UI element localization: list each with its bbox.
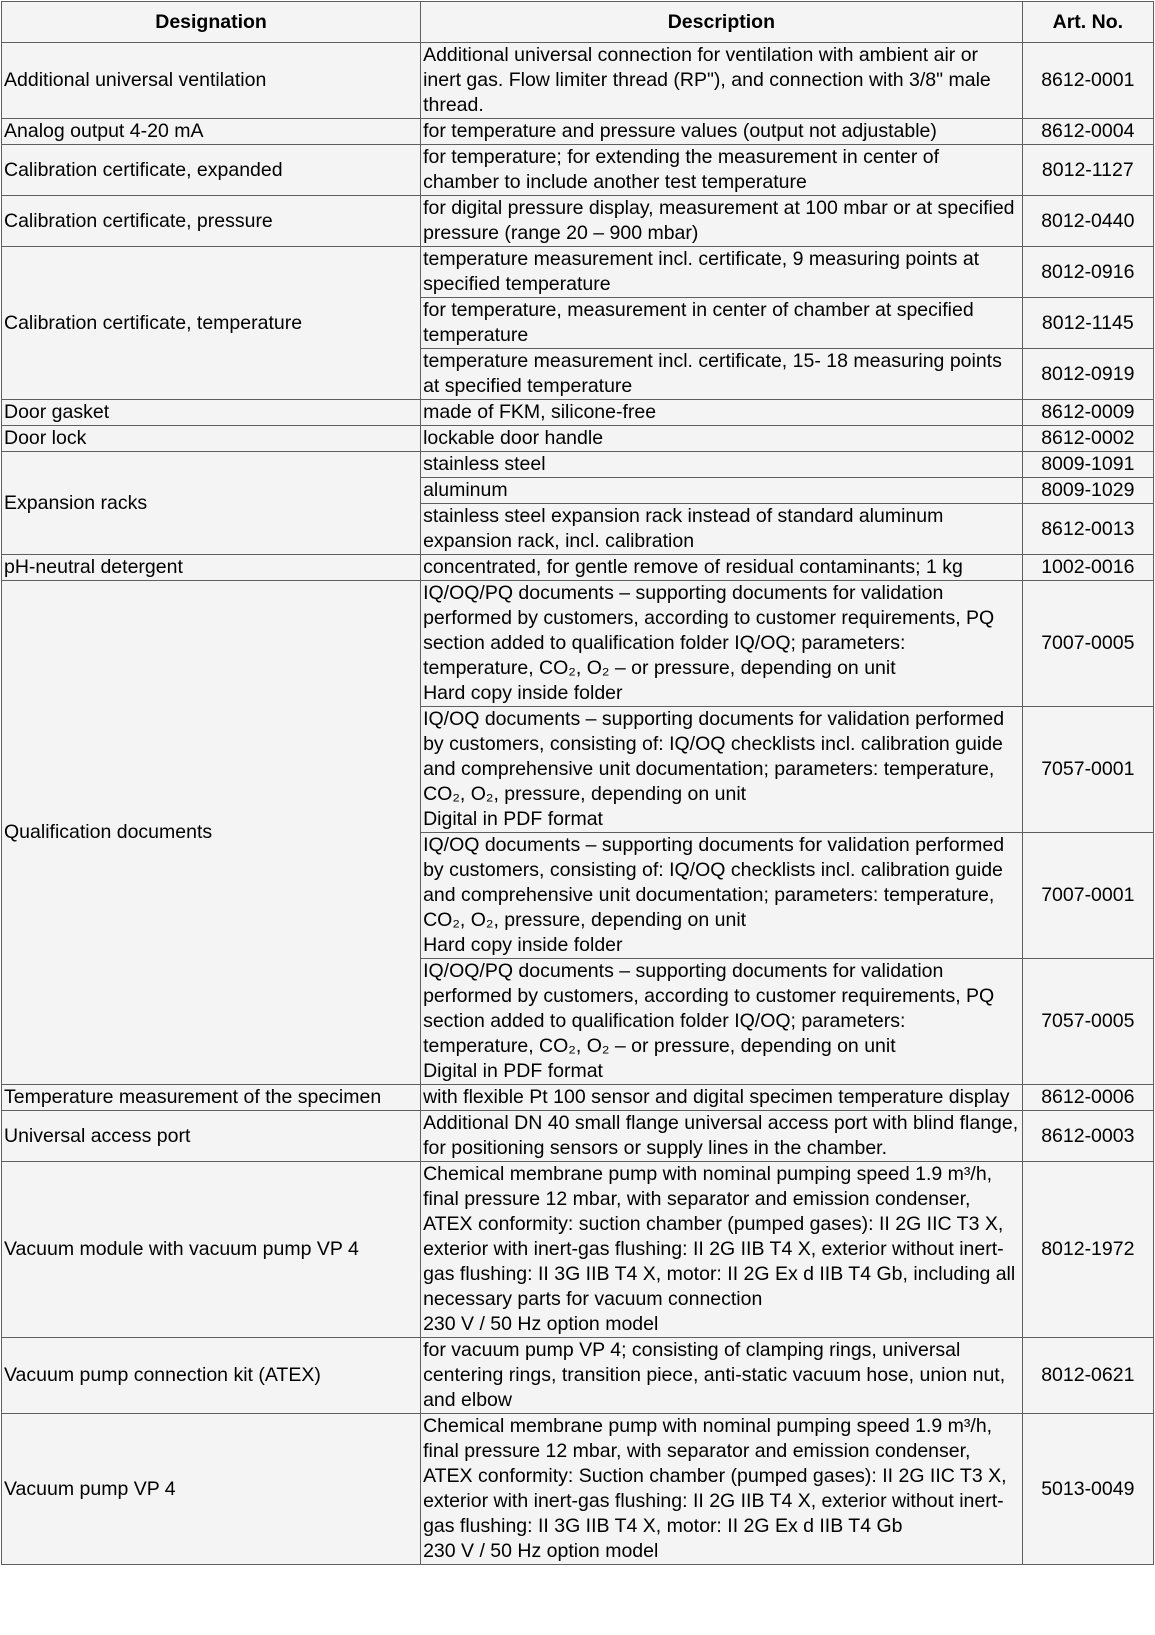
description-cell: Additional DN 40 small flange universal access port with blind flange, for positioning sensors or supply lines in the chamber.	[421, 1111, 1023, 1162]
art-no-cell: 8009-1029	[1022, 478, 1153, 504]
art-no-cell: 8009-1091	[1022, 452, 1153, 478]
designation-cell: Vacuum pump VP 4	[2, 1414, 421, 1565]
designation-cell: Universal access port	[2, 1111, 421, 1162]
designation-cell: pH-neutral detergent	[2, 555, 421, 581]
description-cell: stainless steel expansion rack instead of standard aluminum expansion rack, incl. calibration	[421, 504, 1023, 555]
table-row	[2, 1414, 1154, 1565]
description-cell: for temperature; for extending the measurement in center of chamber to include another test temperature	[421, 145, 1023, 196]
description-cell: IQ/OQ/PQ documents – supporting documents for validation performed by customers, according to customer requirements, PQ section added to qualification folder IQ/OQ; parameters: temperature, CO₂, O₂ – or pressure, depending on unit Digital in PDF format	[421, 959, 1023, 1085]
art-no-cell: 8012-1127	[1022, 145, 1153, 196]
header-row	[2, 2, 1154, 43]
table-row	[2, 400, 1154, 426]
table-row	[2, 1111, 1154, 1162]
table-row	[2, 426, 1154, 452]
description-cell: for temperature and pressure values (output not adjustable)	[421, 119, 1023, 145]
art-no-cell: 8612-0003	[1022, 1111, 1153, 1162]
description-cell: Additional universal connection for ventilation with ambient air or inert gas. Flow limiter thread (RP"), and connection with 3/8" male thread.	[421, 43, 1023, 119]
description-cell: IQ/OQ documents – supporting documents for validation performed by customers, consisting of: IQ/OQ checklists incl. calibration guide and comprehensive unit documentation; parameters: temperature, CO₂, O₂, pressure, depending on unit Hard copy inside folder	[421, 833, 1023, 959]
designation-cell: Temperature measurement of the specimen	[2, 1085, 421, 1111]
art-no-cell: 8012-0621	[1022, 1338, 1153, 1414]
header-description: Description	[421, 2, 1023, 43]
description-cell: IQ/OQ/PQ documents – supporting documents for validation performed by customers, according to customer requirements, PQ section added to qualification folder IQ/OQ; parameters: temperature, CO₂, O₂ – or pressure, depending on unit Hard copy inside folder	[421, 581, 1023, 707]
designation-cell: Expansion racks	[2, 452, 421, 555]
designation-cell: Calibration certificate, pressure	[2, 196, 421, 247]
designation-cell: Qualification documents	[2, 581, 421, 1085]
designation-cell: Door gasket	[2, 400, 421, 426]
description-cell: made of FKM, silicone-free	[421, 400, 1023, 426]
table-row	[2, 119, 1154, 145]
description-cell: Chemical membrane pump with nominal pumping speed 1.9 m³/h, final pressure 12 mbar, with separator and emission condenser, ATEX conformity: Suction chamber (pumped gases): II 2G IIC T3 X, exterior with inert-gas flushing: II 2G IIB T4 X, exterior without inert-gas flushing: II 3G IIB T4 X, motor: II 2G Ex d IIB T4 Gb 230 V / 50 Hz option model	[421, 1414, 1023, 1565]
description-cell: for temperature, measurement in center of chamber at specified temperature	[421, 298, 1023, 349]
designation-cell: Door lock	[2, 426, 421, 452]
table-row	[2, 1338, 1154, 1414]
art-no-cell: 8012-0916	[1022, 247, 1153, 298]
description-cell: stainless steel	[421, 452, 1023, 478]
art-no-cell: 7007-0005	[1022, 581, 1153, 707]
description-cell: for vacuum pump VP 4; consisting of clamping rings, universal centering rings, transition piece, anti-static vacuum hose, union nut, and elbow	[421, 1338, 1023, 1414]
art-no-cell: 8612-0006	[1022, 1085, 1153, 1111]
description-cell: with flexible Pt 100 sensor and digital specimen temperature display	[421, 1085, 1023, 1111]
art-no-cell: 8612-0001	[1022, 43, 1153, 119]
designation-cell: Vacuum module with vacuum pump VP 4	[2, 1162, 421, 1338]
table-row	[2, 247, 1154, 298]
designation-cell: Calibration certificate, expanded	[2, 145, 421, 196]
description-cell: concentrated, for gentle remove of residual contaminants; 1 kg	[421, 555, 1023, 581]
table-header	[2, 2, 1154, 43]
designation-cell: Calibration certificate, temperature	[2, 247, 421, 400]
art-no-cell: 8612-0002	[1022, 426, 1153, 452]
description-cell: aluminum	[421, 478, 1023, 504]
art-no-cell: 8012-1145	[1022, 298, 1153, 349]
table-row	[2, 452, 1154, 478]
table-row	[2, 1085, 1154, 1111]
header-designation: Designation	[2, 2, 421, 43]
designation-cell: Vacuum pump connection kit (ATEX)	[2, 1338, 421, 1414]
art-no-cell: 8612-0013	[1022, 504, 1153, 555]
art-no-cell: 8012-0919	[1022, 349, 1153, 400]
art-no-cell: 5013-0049	[1022, 1414, 1153, 1565]
art-no-cell: 7057-0005	[1022, 959, 1153, 1085]
description-cell: Chemical membrane pump with nominal pumping speed 1.9 m³/h, final pressure 12 mbar, with separator and emission condenser, ATEX conformity: suction chamber (pumped gases): II 2G IIC T3 X, exterior with inert-gas flushing: II 2G IIB T4 X, exterior without inert-gas flushing: II 3G IIB T4 X, motor: II 2G Ex d IIB T4 Gb, including all necessary parts for vacuum connection 230 V / 50 Hz option model	[421, 1162, 1023, 1338]
table-row	[2, 145, 1154, 196]
art-no-cell: 7007-0001	[1022, 833, 1153, 959]
description-cell: temperature measurement incl. certificate, 9 measuring points at specified temperature	[421, 247, 1023, 298]
description-cell: temperature measurement incl. certificate, 15- 18 measuring points at specified temperature	[421, 349, 1023, 400]
header-art-no: Art. No.	[1022, 2, 1153, 43]
description-cell: IQ/OQ documents – supporting documents for validation performed by customers, consisting of: IQ/OQ checklists incl. calibration guide and comprehensive unit documentation; parameters: temperature, CO₂, O₂, pressure, depending on unit Digital in PDF format	[421, 707, 1023, 833]
accessories-table	[1, 1, 1154, 1565]
designation-cell: Analog output 4-20 mA	[2, 119, 421, 145]
table-row	[2, 555, 1154, 581]
art-no-cell: 7057-0001	[1022, 707, 1153, 833]
art-no-cell: 8612-0004	[1022, 119, 1153, 145]
table-body	[2, 43, 1154, 1565]
art-no-cell: 8612-0009	[1022, 400, 1153, 426]
table-row	[2, 1162, 1154, 1338]
art-no-cell: 8012-0440	[1022, 196, 1153, 247]
art-no-cell: 8012-1972	[1022, 1162, 1153, 1338]
description-cell: lockable door handle	[421, 426, 1023, 452]
table-row	[2, 196, 1154, 247]
table-row	[2, 581, 1154, 707]
table-row	[2, 43, 1154, 119]
description-cell: for digital pressure display, measurement at 100 mbar or at specified pressure (range 20 – 900 mbar)	[421, 196, 1023, 247]
designation-cell: Additional universal ventilation	[2, 43, 421, 119]
art-no-cell: 1002-0016	[1022, 555, 1153, 581]
